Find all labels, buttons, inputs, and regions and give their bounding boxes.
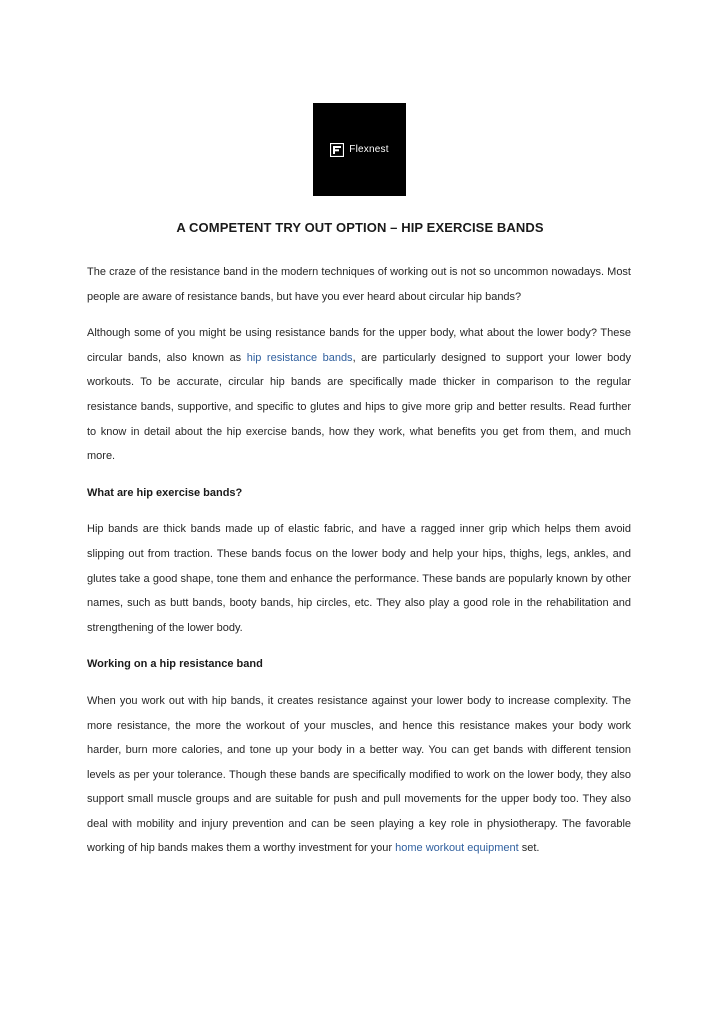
home-workout-equipment-link[interactable]: home workout equipment: [395, 842, 519, 855]
logo-text: Flexnest: [349, 144, 389, 155]
paragraph-intro: The craze of the resistance band in the modern techniques of working out is not so uncommon nowadays. Most people are aware of resistance bands, but have you ever heard about circular hip bands?: [87, 266, 631, 303]
paragraph-circular-bands: [87, 321, 631, 469]
page-title: A COMPETENT TRY OUT OPTION – HIP EXERCISE BANDS: [176, 220, 544, 235]
article-body: [87, 260, 631, 861]
paragraph-text: Although some of you might be using resistance bands for the upper body, what about the lower body? These circular bands, also known as: [87, 327, 631, 364]
hip-resistance-bands-link[interactable]: hip resistance bands: [246, 351, 353, 364]
flexnest-logo: [313, 103, 406, 196]
paragraph-text: set.: [518, 842, 540, 855]
section-heading-what-are: What are hip exercise bands?: [87, 486, 243, 499]
paragraph-hip-bands-description: Hip bands are thick bands made up of elastic fabric, and have a ragged inner grip which helps them avoid slipping out from traction. These bands focus on the lower body and help your hips, thighs, legs, ankles, and glutes take a good shape, tone them and enhance the performance. These bands are popularly known by other names, such as butt bands, booty bands, hip circles, etc. They also play a good role in the rehabilitation and strengthening of the lower body.: [87, 523, 631, 634]
paragraph-text: When you work out with hip bands, it creates resistance against your lower body to increase complexity. The more resistance, the more the workout of your muscles, and hence this resistance makes your body work harder, burn more calories, and tone up your body in a better way. You can get bands with different tension levels as per your tolerance. Though these bands are specifically modified to work on the lower body, they also support small muscle groups and are suitable for push and pull movements for the upper body too. They also deal with mobility and injury prevention and can be seen playing a key role in physiotherapy. The favorable working of hip bands makes them a worthy investment for your: [87, 694, 631, 855]
logo-lockup: [330, 143, 388, 157]
section-heading-working: Working on a hip resistance band: [87, 658, 263, 671]
paragraph-text: , are particularly designed to support your lower body workouts. To be accurate, circular hip bands are specifically made thicker in comparison to the regular resistance bands, supportive, and specific to glutes and hips to give more grip and better results. Read further to know in detail about the hip exercise bands, how they work, what benefits you get from them, and much more.: [87, 351, 631, 463]
paragraph-working: [87, 689, 631, 861]
flexnest-logo-icon: [330, 143, 344, 157]
